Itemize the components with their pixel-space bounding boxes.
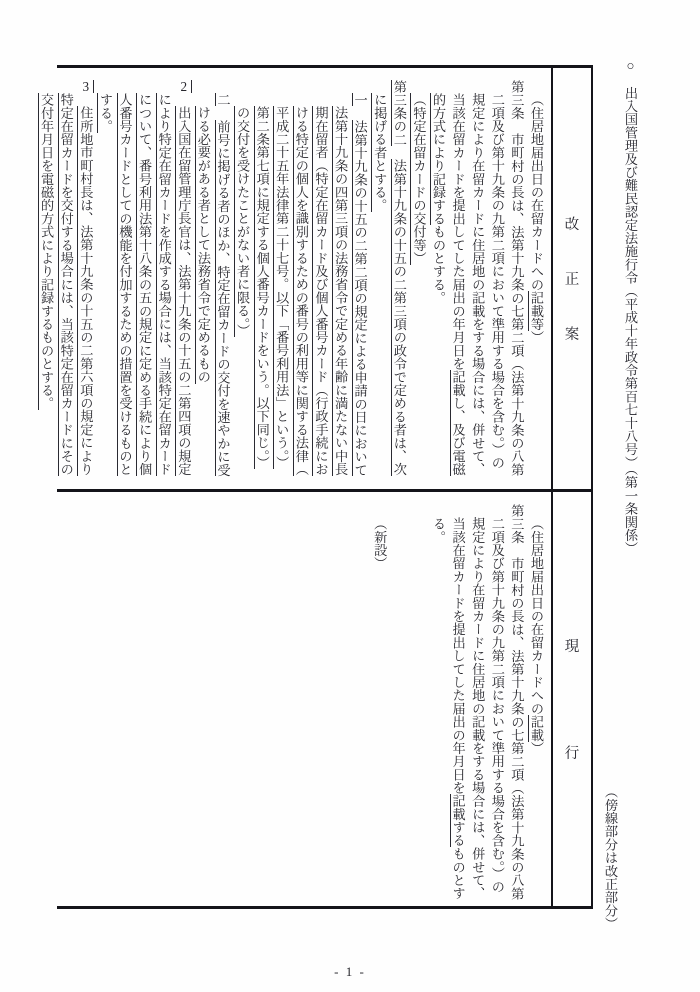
revised-text-segment: 2 bbox=[176, 80, 192, 93]
revised-text-segment: 特定在留カードを交付する場合には、当該特定在留カードにその bbox=[58, 93, 74, 476]
text-line bbox=[291, 80, 311, 501]
text-segment: （住居地届出日の在留カードへの bbox=[529, 517, 544, 716]
text-line bbox=[448, 80, 468, 501]
text-line bbox=[389, 504, 409, 918]
text-line bbox=[487, 504, 507, 918]
text-segment: る。 bbox=[431, 517, 447, 544]
header-character: 現 bbox=[564, 639, 580, 655]
text-line bbox=[526, 504, 546, 918]
text-segment: 規定により在留カードに住居地の記載をする場合には、併せて、 bbox=[470, 517, 486, 900]
text-line bbox=[272, 80, 292, 501]
text-line bbox=[409, 80, 429, 501]
text-line bbox=[213, 80, 233, 501]
table-rule-right bbox=[591, 65, 593, 909]
text-line bbox=[37, 80, 57, 501]
text-line bbox=[526, 80, 546, 501]
amended-column-header bbox=[553, 68, 591, 489]
text-segment: 当該在留カードを提出してした届出の年月日を bbox=[450, 517, 466, 795]
text-line bbox=[76, 80, 96, 501]
revised-text-segment: 二 bbox=[215, 93, 231, 107]
text-line bbox=[330, 80, 350, 501]
text-segment: 規定により在留カードに住居地の記載をする場合には、併せて、 bbox=[470, 93, 486, 476]
text-line bbox=[115, 80, 135, 501]
text-line bbox=[56, 80, 76, 501]
revised-text-segment: 記載等 bbox=[529, 291, 544, 331]
revision-note: （傍線部分は改正部分） bbox=[603, 785, 618, 931]
text-segment: ものとす bbox=[450, 847, 466, 901]
text-line bbox=[487, 80, 507, 501]
document-title: ○ 出入国管理及び難民認定法施行令（平成十年政令第百七十八号）（第一条関係） bbox=[623, 58, 638, 555]
text-line bbox=[468, 504, 488, 918]
text-segment: 第三条 市町村の長は、法第十九条の七第二項（法第十九条の八第 bbox=[509, 504, 525, 900]
revised-text-segment: 記載する bbox=[450, 794, 466, 848]
revised-text-segment: 一 bbox=[352, 93, 368, 107]
revised-text-segment: 法第十九条の四第三項の法務省令で定める年齢に満たない中長 bbox=[333, 106, 349, 476]
text-segment bbox=[353, 106, 368, 119]
header-character: 改 bbox=[564, 217, 580, 233]
text-line bbox=[193, 80, 213, 501]
revised-text-segment: 3 bbox=[78, 80, 94, 93]
text-line bbox=[311, 80, 331, 501]
text-line bbox=[428, 80, 448, 501]
revised-text-segment: 期在留者（特定在留カード及び個人番号カード（行政手続にお bbox=[313, 106, 329, 476]
revised-text-segment: ける必要がある者として法務省令で定めるもの bbox=[195, 106, 211, 384]
text-segment bbox=[411, 504, 426, 517]
text-line bbox=[507, 504, 527, 918]
revised-text-segment: 記載し、及び電磁 bbox=[450, 370, 466, 476]
header-character: 行 bbox=[564, 746, 580, 762]
text-line bbox=[135, 80, 155, 501]
text-line bbox=[389, 80, 409, 501]
revised-text-segment: の交付を受けたことがない者に限る。） bbox=[235, 106, 251, 338]
text-line bbox=[428, 504, 448, 918]
text-segment: 二項及び第十九条の九第二項において準用する場合を含む。）の bbox=[489, 517, 505, 894]
header-character: 正 bbox=[564, 272, 580, 288]
revised-text-segment: 住所地市町村長は、法第十九条の十五の二第六項の規定により bbox=[78, 106, 94, 477]
text-line bbox=[350, 80, 370, 501]
revised-text-segment: 人番号カードとしての機能を付加するための措置を受けるものと bbox=[117, 93, 133, 476]
text-segment bbox=[392, 504, 407, 517]
text-line bbox=[468, 80, 488, 501]
revised-text-segment: 法第十九条の十五の二第三項の政令で定める者は、次 bbox=[391, 159, 407, 477]
revised-text-segment: 交付年月日を電磁的方式により記録するものとする。 bbox=[39, 93, 55, 410]
text-segment bbox=[78, 93, 93, 106]
revised-text-segment: 的方式により記録する bbox=[431, 93, 447, 226]
text-line bbox=[507, 80, 527, 501]
revised-text-segment: 第二条第七項に規定する個人番号カードをいう。以下同じ。） bbox=[254, 106, 270, 470]
text-line bbox=[233, 80, 253, 501]
text-segment bbox=[392, 146, 407, 159]
text-line bbox=[154, 80, 174, 501]
document-title-column bbox=[598, 58, 640, 983]
amended-content bbox=[41, 68, 551, 501]
current-content bbox=[41, 492, 551, 918]
revised-text-segment: （特定在留カードの交付等） bbox=[411, 93, 427, 265]
text-line bbox=[95, 80, 115, 501]
revised-text-segment: ける特定の個人を識別するための番号の利用等に関する法律（ bbox=[293, 106, 309, 476]
revised-text-segment: 第三条の二 bbox=[391, 80, 407, 146]
text-segment: ） bbox=[529, 330, 544, 344]
text-line bbox=[370, 504, 390, 918]
current-column-header bbox=[553, 492, 591, 906]
text-segment: ものとする。 bbox=[431, 225, 447, 305]
text-segment: 第三条 市町村の長は、法第十九条の七第二項（法第十九条の八第 bbox=[509, 80, 525, 476]
comparison-table bbox=[41, 65, 593, 909]
text-segment: ） bbox=[529, 741, 544, 755]
revised-text-segment: する。 bbox=[97, 93, 113, 133]
text-line bbox=[174, 80, 194, 501]
text-line bbox=[252, 80, 272, 501]
text-segment: 当該在留カードを提出してした届出の年月日を bbox=[450, 93, 466, 371]
text-segment bbox=[176, 93, 191, 106]
revised-text-segment: により特定在留カードを作成する場合には、当該特定在留カード bbox=[156, 93, 172, 476]
revised-text-segment: 法第十九条の十五の二第二項の規定による申請の日において bbox=[352, 119, 368, 476]
text-segment: （新設） bbox=[372, 517, 388, 570]
revised-text-segment: に掲げる者とする。 bbox=[372, 93, 388, 212]
revised-text-segment: 記載 bbox=[529, 715, 544, 742]
text-line bbox=[370, 80, 390, 501]
revised-text-segment: 平成二十五年法律第二十七号。以下「番号利用法」という。） bbox=[274, 106, 290, 470]
revised-text-segment: 前号に掲げる者のほか、特定在留カードの交付を速やかに受 bbox=[215, 119, 231, 476]
page-number: - 1 - bbox=[334, 964, 366, 979]
header-character: 案 bbox=[564, 327, 580, 343]
text-segment bbox=[216, 106, 231, 119]
text-line bbox=[409, 504, 429, 918]
text-line bbox=[448, 504, 468, 918]
revised-text-segment: 出入国在留管理庁長官は、法第十九条の十五の二第四項の規定 bbox=[176, 106, 192, 477]
revised-text-segment: について、番号利用法第十八条の五の規定に定める手続により個 bbox=[137, 93, 153, 476]
text-segment: 二項及び第十九条の九第二項において準用する場合を含む。）の bbox=[489, 93, 505, 470]
text-segment: （住居地届出日の在留カードへの bbox=[529, 93, 544, 292]
